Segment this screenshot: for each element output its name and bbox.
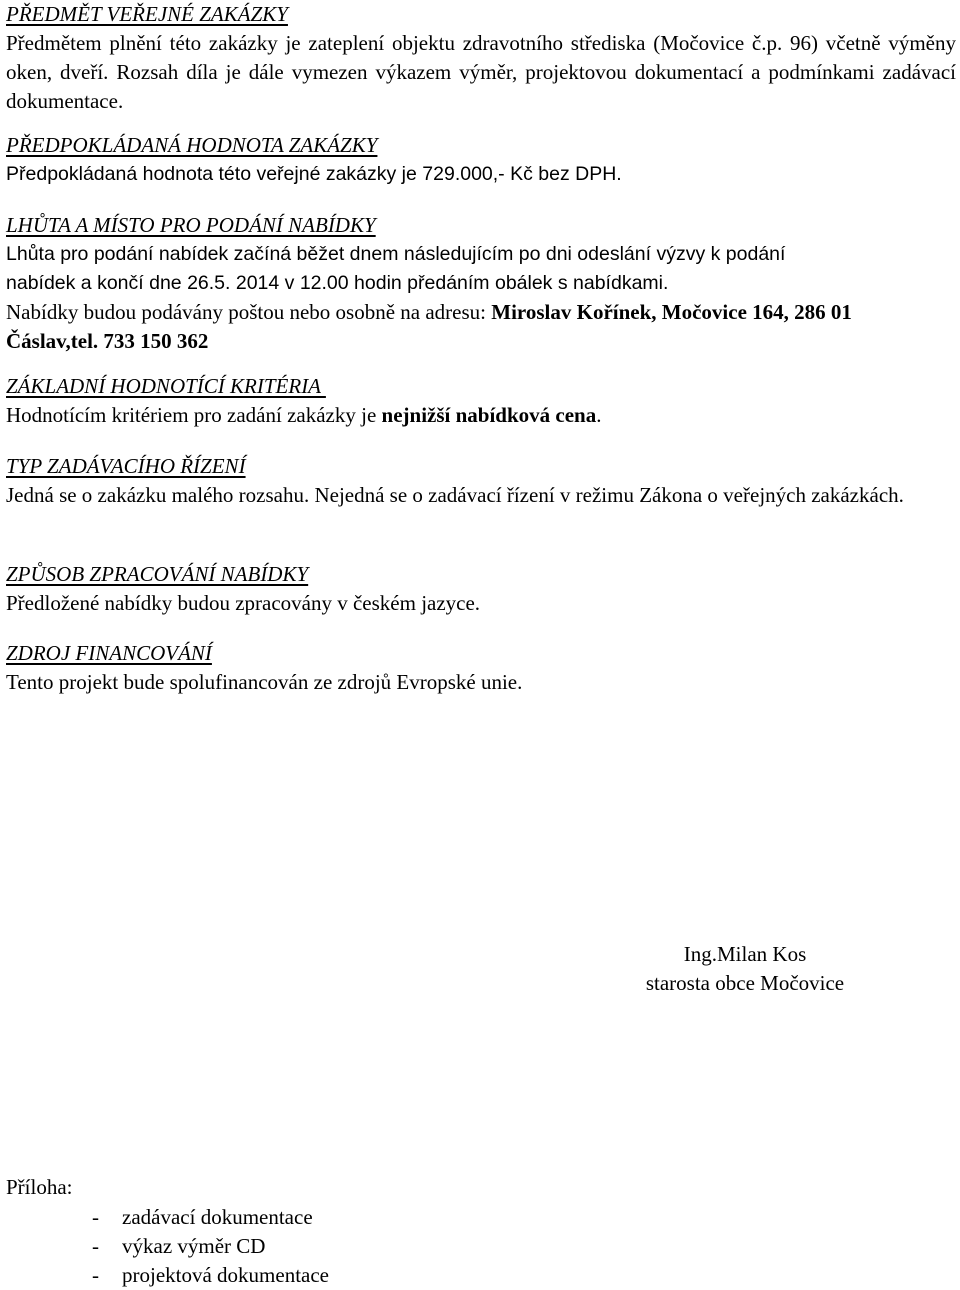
section-deadline — [6, 211, 956, 356]
attachment-dash: - — [92, 1263, 99, 1287]
criteria-text-prefix: Hodnotícím kritériem pro zadání zakázky je — [6, 403, 382, 427]
procedure-heading: TYP ZADÁVACÍHO ŘÍZENÍ — [6, 454, 246, 478]
signature-name: Ing.Milan Kos — [683, 942, 807, 966]
attachment-label: zadávací dokumentace — [122, 1205, 313, 1229]
deadline-line-2-prefix: nabídek a končí dne — [6, 272, 188, 294]
deadline-heading: LHŮTA A MÍSTO PRO PODÁNÍ NABÍDKY — [6, 213, 376, 237]
funding-text: Tento projekt bude spolufinancován ze zdrojů Evropské unie. — [6, 670, 523, 694]
criteria-heading: ZÁKLADNÍ HODNOTÍCÍ KRITÉRIA — [6, 374, 326, 398]
signature-block — [610, 940, 880, 998]
section-subject — [6, 0, 956, 116]
deadline-address-name: Miroslav Kořínek, Močovice 164, 286 01 — [491, 300, 852, 324]
attachment-item — [92, 1232, 329, 1261]
attachment-item — [92, 1261, 329, 1290]
deadline-line-2-suffix: hodin předáním obálek s nabídkami. — [348, 272, 669, 294]
criteria-text-bold: nejnižší nabídková cena — [381, 403, 597, 427]
attachment-item — [92, 1203, 329, 1232]
deadline-address-city: Čáslav,tel. 733 150 362 — [6, 329, 209, 353]
section-funding — [6, 639, 956, 697]
attachment-label: výkaz výměr CD — [122, 1234, 266, 1258]
criteria-text-suffix: . — [596, 403, 602, 427]
attachment-label: projektová dokumentace — [122, 1263, 330, 1287]
section-procedure — [6, 452, 956, 510]
attachments-label: Příloha: — [6, 1175, 73, 1199]
criteria-text — [6, 401, 956, 430]
processing-heading: ZPŮSOB ZPRACOVÁNÍ NABÍDKY — [6, 562, 309, 586]
deadline-line-1: Lhůta pro podání nabídek začíná běžet dnem následujícím po dni odeslání výzvy k podání — [6, 243, 786, 265]
attachment-dash: - — [92, 1234, 99, 1258]
processing-text: Předložené nabídky budou zpracovány v českém jazyce. — [6, 591, 481, 615]
procedure-text: Jedná se o zakázku malého rozsahu. Nejedná se o zadávací řízení v režimu Zákona o veřejných zakázkách. — [6, 483, 904, 507]
attachments-list — [92, 1203, 329, 1290]
attachment-dash: - — [92, 1205, 99, 1229]
deadline-address-prefix: Nabídky budou podávány poštou nebo osobně na adresu: — [6, 300, 492, 324]
value-text: Předpokládaná hodnota této veřejné zakázky je 729.000,- Kč bez DPH. — [6, 163, 622, 185]
section-criteria — [6, 372, 956, 430]
deadline-address-line — [6, 298, 956, 327]
section-processing — [6, 560, 956, 618]
subject-heading: PŘEDMĚT VEŘEJNÉ ZAKÁZKY — [6, 2, 288, 26]
funding-heading: ZDROJ FINANCOVÁNÍ — [6, 641, 212, 665]
subject-text: Předmětem plnění této zakázky je zateplení objektu zdravotního střediska (Močovice č.p. 96) včetně výměny oken, dveří. Rozsah díla je dále vymezen výkazem výměr, projektovou dokumentací a podmínkami zadávací dokumentace. — [6, 31, 956, 113]
deadline-date: 26.5. 2014 v 12.00 — [187, 272, 349, 294]
deadline-line-2 — [6, 269, 956, 298]
value-heading: PŘEDPOKLÁDANÁ HODNOTA ZAKÁZKY — [6, 133, 378, 157]
signature-role: starosta obce Močovice — [645, 971, 845, 995]
section-value — [6, 131, 956, 189]
